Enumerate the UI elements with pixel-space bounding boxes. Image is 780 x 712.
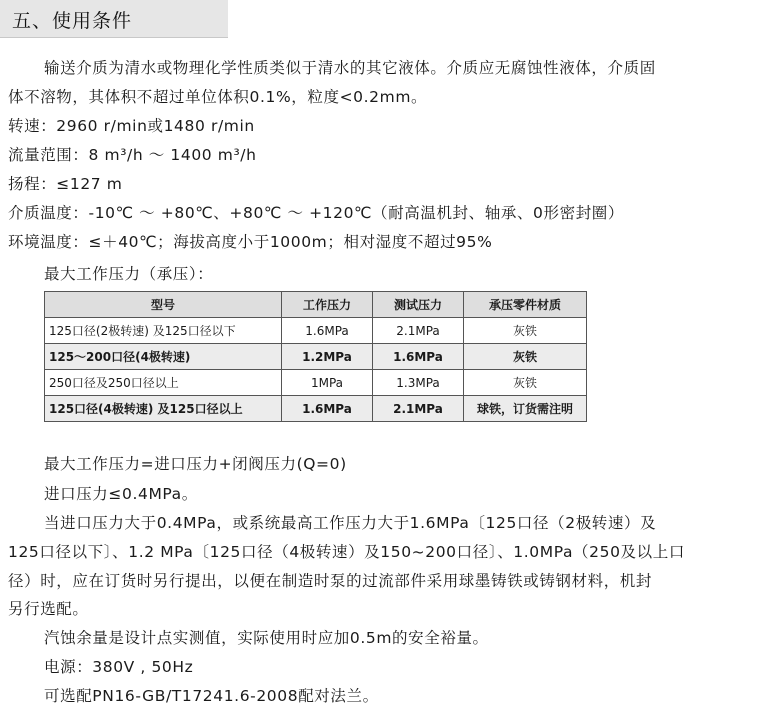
- inlet-pressure-spec: 进口压力≤0.4MPa。: [44, 485, 198, 503]
- ambient-conditions-spec: 环境温度：≤＋40℃；海拔高度小于1000m；相对湿度不超过95%: [8, 233, 493, 251]
- cell-test-pressure: 1.6MPa: [373, 344, 464, 370]
- cell-working-pressure: 1.6MPa: [282, 318, 373, 344]
- section-header: [0, 0, 228, 37]
- table-header-row: [45, 292, 587, 318]
- cell-model: 250口径及250口径以上: [45, 370, 282, 396]
- col-header-model: 型号: [45, 292, 282, 318]
- pressure-table: [44, 291, 587, 422]
- col-header-working-pressure: 工作压力: [282, 292, 373, 318]
- col-header-material: 承压零件材质: [464, 292, 587, 318]
- col-header-test-pressure: 测试压力: [373, 292, 464, 318]
- table-row: [45, 344, 587, 370]
- npsh-note: 汽蚀余量是设计点实测值，实际使用时应加0.5m的安全裕量。: [44, 629, 489, 647]
- high-pressure-note-line-3: 径）时，应在订货时另行提出，以便在制造时泵的过流部件采用球墨铸铁或铸钢材料，机封: [8, 572, 653, 590]
- cell-model: 125口径(4极转速) 及125口径以上: [45, 396, 282, 422]
- table-row: [45, 370, 587, 396]
- cell-material: 灰铁: [464, 370, 587, 396]
- flange-option: 可选配PN16-GB/T17241.6-2008配对法兰。: [44, 687, 379, 705]
- head-spec: 扬程：≤127 m: [8, 175, 123, 193]
- cell-test-pressure: 2.1MPa: [373, 318, 464, 344]
- high-pressure-note-line-2: 125口径以下〕、1.2 MPa〔125口径（4极转速）及150~200口径〕、1.0MPa（250及以上口: [8, 543, 685, 561]
- cell-working-pressure: 1.6MPa: [282, 396, 373, 422]
- cell-model: 125～200口径(4极转速): [45, 344, 282, 370]
- cell-material: 灰铁: [464, 344, 587, 370]
- cell-model: 125口径(2极转速) 及125口径以下: [45, 318, 282, 344]
- cell-material: 灰铁: [464, 318, 587, 344]
- high-pressure-note-line-1: 当进口压力大于0.4MPa，或系统最高工作压力大于1.6MPa〔125口径（2极转速）及: [44, 514, 657, 532]
- table-row: [45, 396, 587, 422]
- section-title: 五、使用条件: [12, 10, 133, 32]
- max-pressure-title: 最大工作压力（承压）：: [44, 265, 214, 283]
- cell-test-pressure: 1.3MPa: [373, 370, 464, 396]
- header-divider: [0, 37, 228, 38]
- medium-description-line-2: 体不溶物，其体积不超过单位体积0.1%，粒度<0.2mm。: [8, 88, 428, 106]
- cell-test-pressure: 2.1MPa: [373, 396, 464, 422]
- cell-material: 球铁，订货需注明: [464, 396, 587, 422]
- flow-range-spec: 流量范围：8 m³/h ～ 1400 m³/h: [8, 146, 257, 164]
- cell-working-pressure: 1MPa: [282, 370, 373, 396]
- power-supply-spec: 电源：380V , 50Hz: [44, 658, 194, 676]
- cell-working-pressure: 1.2MPa: [282, 344, 373, 370]
- max-pressure-formula: 最大工作压力=进口压力+闭阀压力(Q=0): [44, 455, 347, 473]
- medium-temperature-spec: 介质温度：-10℃ ～ +80℃、+80℃ ～ +120℃（耐高温机封、轴承、0形密封圈）: [8, 204, 625, 222]
- high-pressure-note-line-4: 另行选配。: [8, 600, 89, 618]
- speed-spec: 转速：2960 r/min或1480 r/min: [8, 117, 255, 135]
- table-row: [45, 318, 587, 344]
- medium-description-line-1: 输送介质为清水或物理化学性质类似于清水的其它液体。介质应无腐蚀性液体，介质固: [44, 59, 656, 77]
